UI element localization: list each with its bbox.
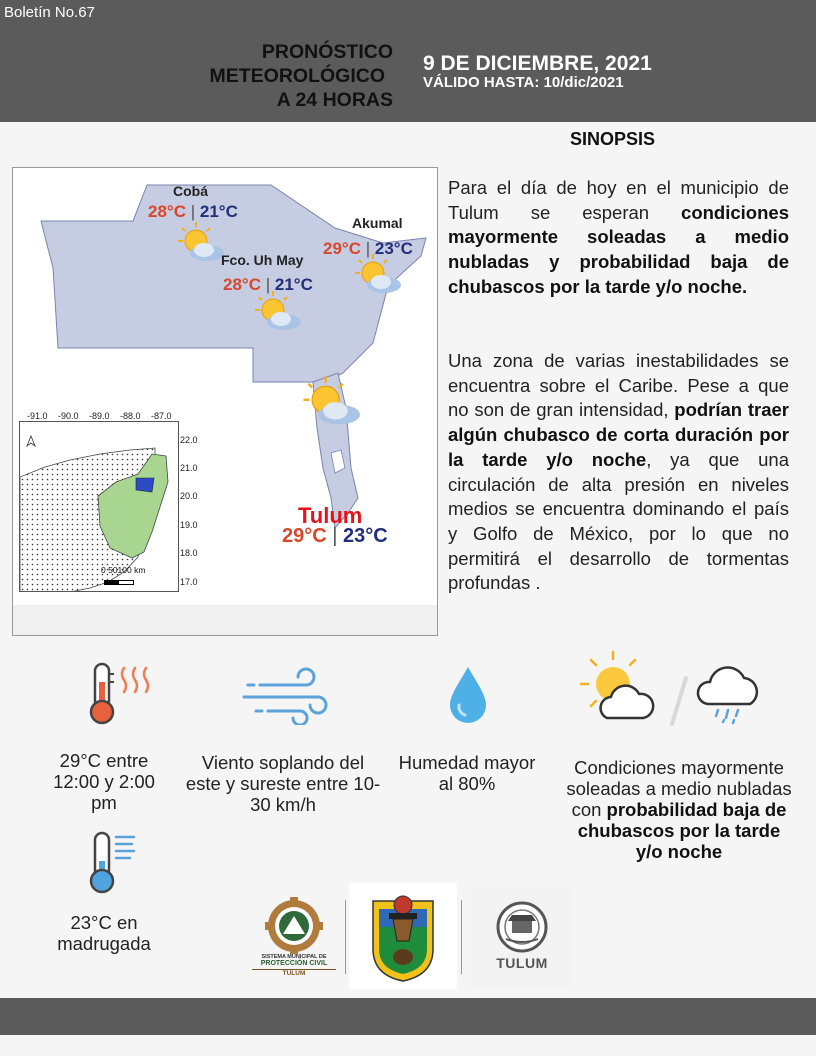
header-bar	[0, 0, 816, 122]
lon-label: -88.0	[120, 411, 141, 421]
tulum-emblem-icon	[472, 887, 572, 959]
lon-label: -90.0	[58, 411, 79, 421]
locator-inset-map	[19, 421, 179, 592]
temp-separator: |	[265, 275, 271, 294]
partly-cloudy-icon	[253, 289, 305, 333]
city-temps-coba	[148, 202, 238, 222]
bulletin-number: Boletín No.67	[4, 4, 95, 21]
lat-label: 20.0	[180, 491, 198, 501]
page-title	[150, 40, 393, 112]
humidity-caption: Humedad mayor al 80%	[398, 752, 536, 794]
lat-label: 19.0	[180, 520, 198, 530]
temp-separator: |	[190, 202, 196, 221]
conditions-bold: probabilidad baja de chubascos por la tarde y/o noche	[577, 799, 787, 862]
sinopsis-paragraph-2	[448, 349, 789, 596]
valid-until: VÁLIDO HASTA: 10/dic/2021	[423, 74, 624, 91]
north-arrow-icon	[27, 436, 35, 446]
max-temp: 28°C	[148, 202, 186, 221]
min-temp: 23°C	[343, 525, 388, 547]
partly-cloudy-icon	[353, 252, 405, 296]
lat-label: 21.0	[180, 463, 198, 473]
map-footer-area	[13, 605, 438, 636]
footer-bar	[0, 998, 816, 1035]
wind-icon	[240, 667, 328, 725]
max-temp: 29°C	[282, 525, 327, 547]
city-temps-tulum	[282, 525, 388, 548]
title-line-3: A 24 HORAS	[276, 89, 393, 111]
lon-label: -91.0	[27, 411, 48, 421]
tulum-logo-text: TULUM	[496, 955, 548, 971]
lon-label: -87.0	[151, 411, 172, 421]
lat-label: 17.0	[180, 577, 198, 587]
partly-cloudy-icon	[301, 373, 365, 429]
proteccion-civil-logo	[252, 896, 336, 980]
wind-caption: Viento soplando del este y sureste entre 10-30 km/h	[185, 752, 381, 815]
logo-divider	[345, 900, 346, 974]
lat-label: 22.0	[180, 435, 198, 445]
tulum-logo	[472, 887, 572, 987]
city-name-tulum: Tulum	[298, 503, 363, 528]
lon-label: -89.0	[89, 411, 110, 421]
scale-label: 0 50100 km	[101, 565, 146, 575]
max-temp: 28°C	[223, 275, 261, 294]
forecast-map	[12, 167, 438, 636]
para2-text: Una zona de varias inestabilidades se encuentra sobre el Caribe. Pese a que no son de gran intensidad,	[448, 350, 789, 421]
tulum-highlight	[136, 478, 154, 492]
temp-separator: |	[332, 525, 338, 547]
min-temp: 23°C	[374, 239, 413, 258]
municipal-coat-of-arms	[349, 883, 457, 989]
conditions-text: Condiciones mayormente soleadas a medio nubladas con	[566, 757, 792, 820]
para1-text: Para el día de hoy en el municipio de Tulum se esperan	[448, 177, 789, 223]
inset-svg	[20, 422, 179, 592]
slash-divider-icon	[666, 674, 692, 728]
max-temp: 29°C	[323, 239, 361, 258]
temp-separator: |	[365, 239, 371, 258]
conditions-caption	[566, 757, 792, 862]
thermometer-cold-icon	[86, 829, 140, 897]
scale-bar	[104, 580, 134, 585]
lat-label: 18.0	[180, 548, 198, 558]
sinopsis-paragraph-1	[448, 176, 789, 300]
rain-cloud-icon	[694, 664, 764, 726]
pc-logo-line-2: PROTECCIÓN CIVIL	[260, 960, 328, 967]
para2-text-end: , ya que una circulación de alta presión en niveles medios se encuentra dominando el país y Golfo de México, por lo que no permitirá el desarrollo de tormentas profundas .	[448, 448, 789, 594]
para2-bold: podrían traer algún chubasco de corta duración por la tarde y/o noche	[448, 399, 789, 470]
logo-divider	[461, 900, 462, 974]
forecast-date: 9 DE DICIEMBRE, 2021	[423, 52, 652, 75]
para1-bold: condiciones mayormente soleadas a medio nubladas y probabilidad baja de chubascos por la tarde y/o noche.	[448, 201, 789, 297]
city-name-coba: Cobá	[173, 183, 208, 199]
max-temp-caption: 29°C entre 12:00 y 2:00 pm	[53, 750, 155, 813]
min-temp: 21°C	[274, 275, 313, 294]
thermometer-hot-icon	[86, 660, 156, 726]
title-line-2: METEOROLÓGICO	[209, 65, 385, 87]
city-name-akumal: Akumal	[352, 215, 403, 231]
pc-logo-line-3: TULUM	[252, 969, 336, 977]
city-name-fco-uh-may: Fco. Uh May	[221, 252, 304, 268]
min-temp: 21°C	[199, 202, 238, 221]
min-temp-caption: 23°C en madrugada	[57, 912, 151, 954]
water-drop-icon	[447, 665, 489, 725]
sinopsis-heading: SINOPSIS	[570, 129, 656, 149]
title-line-1: PRONÓSTICO	[261, 41, 393, 63]
proteccion-civil-emblem-icon	[252, 896, 336, 954]
partly-cloudy-icon	[577, 650, 657, 726]
pc-logo-line-1: SISTEMA MUNICIPAL DE	[261, 954, 327, 960]
coat-of-arms-shield-icon	[349, 883, 457, 989]
